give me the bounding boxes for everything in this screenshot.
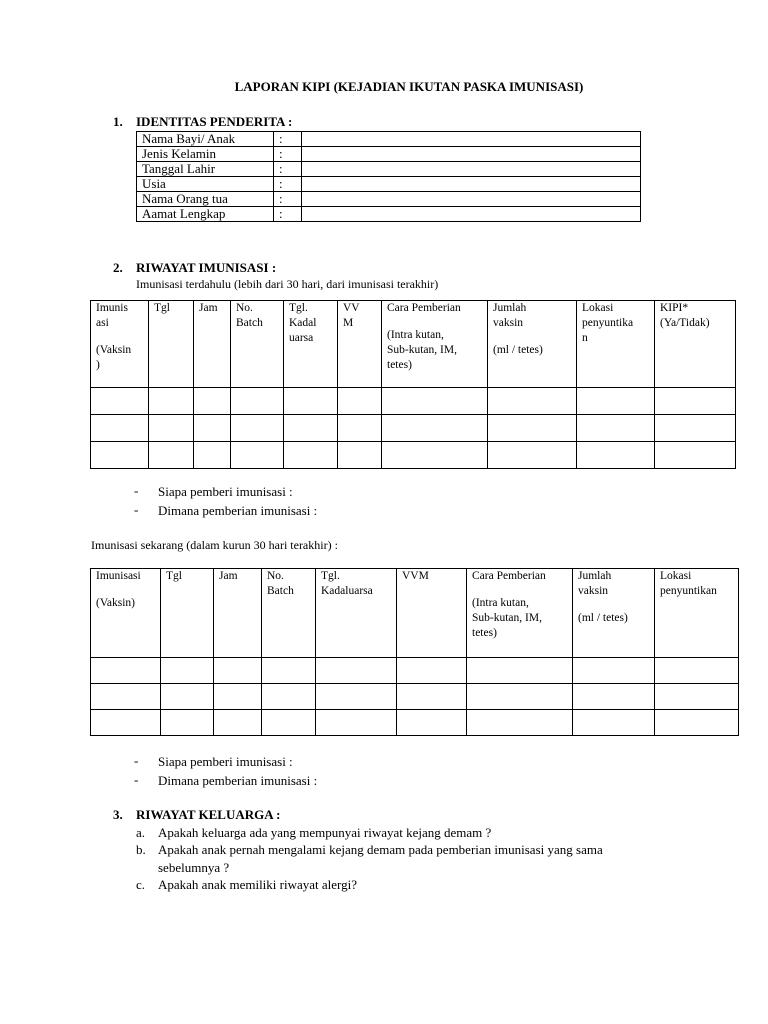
header-tgl-kadaluarsa: Tgl. Kadaluarsa	[316, 569, 397, 658]
identity-value[interactable]	[302, 177, 641, 192]
identity-value[interactable]	[302, 132, 641, 147]
list-marker: c.	[136, 877, 146, 892]
section3-heading: RIWAYAT KELUARGA :	[136, 807, 281, 822]
table-cell[interactable]	[194, 388, 231, 415]
table-cell[interactable]	[149, 415, 194, 442]
table-cell[interactable]	[382, 388, 488, 415]
identity-sep: :	[274, 132, 302, 147]
table-cell[interactable]	[231, 442, 284, 469]
current-immunization-table	[90, 568, 739, 736]
identity-sep: :	[274, 147, 302, 162]
table-cell[interactable]	[655, 442, 736, 469]
table-cell[interactable]	[316, 710, 397, 736]
table-cell[interactable]	[382, 442, 488, 469]
table-cell[interactable]	[161, 658, 214, 684]
table-cell[interactable]	[397, 658, 467, 684]
identity-label: Nama Orang tua	[137, 192, 274, 207]
bullet-dash: -	[134, 483, 139, 498]
list-marker: b.	[136, 842, 146, 857]
identity-value[interactable]	[302, 147, 641, 162]
header-lokasi: Lokasi penyuntika n	[577, 301, 655, 388]
table-cell[interactable]	[262, 710, 316, 736]
table-row	[91, 442, 736, 469]
bullet-dimana-pemberian: Dimana pemberian imunisasi :	[158, 503, 318, 518]
bullet-siapa-pemberi: Siapa pemberi imunisasi :	[158, 484, 293, 499]
section2-heading: RIWAYAT IMUNISASI :	[136, 260, 277, 275]
table-cell[interactable]	[316, 684, 397, 710]
header-vvm: VVM	[397, 569, 467, 658]
table-cell[interactable]	[91, 658, 161, 684]
table-cell[interactable]	[161, 710, 214, 736]
table-cell[interactable]	[467, 658, 573, 684]
table-cell[interactable]	[488, 442, 577, 469]
identity-label: Jenis Kelamin	[137, 147, 274, 162]
list-item: Apakah keluarga ada yang mempunyai riwayat kejang demam ?	[158, 825, 492, 840]
table-cell[interactable]	[655, 710, 739, 736]
list-marker: a.	[136, 825, 146, 840]
section2-number: 2.	[113, 260, 123, 275]
identity-sep: :	[274, 162, 302, 177]
identity-row	[137, 147, 641, 162]
table-cell[interactable]	[655, 415, 736, 442]
table-cell[interactable]	[149, 442, 194, 469]
header-imunisasi: Imunis asi (Vaksin )	[91, 301, 149, 388]
table-cell[interactable]	[577, 388, 655, 415]
table-cell[interactable]	[214, 710, 262, 736]
table-cell[interactable]	[91, 710, 161, 736]
identity-row	[137, 162, 641, 177]
table-cell[interactable]	[467, 684, 573, 710]
table-cell[interactable]	[467, 710, 573, 736]
table-cell[interactable]	[91, 415, 149, 442]
table-cell[interactable]	[284, 442, 338, 469]
table-cell[interactable]	[91, 442, 149, 469]
table-cell[interactable]	[161, 684, 214, 710]
table-cell[interactable]	[194, 415, 231, 442]
table-cell[interactable]	[397, 710, 467, 736]
header-tgl-kadaluarsa: Tgl. Kadal uarsa	[284, 301, 338, 388]
table-row	[91, 658, 739, 684]
bullet-dash: -	[134, 753, 139, 768]
section2-subtitle: Imunisasi terdahulu (lebih dari 30 hari, dari imunisasi terakhir)	[136, 277, 439, 291]
table-cell[interactable]	[91, 388, 149, 415]
list-item: Apakah anak memiliki riwayat alergi?	[158, 877, 358, 892]
identity-value[interactable]	[302, 207, 641, 222]
header-tgl: Tgl	[161, 569, 214, 658]
table-cell[interactable]	[655, 684, 739, 710]
list-item-continuation: sebelumnya ?	[158, 860, 230, 875]
table-cell[interactable]	[214, 684, 262, 710]
table-cell[interactable]	[214, 658, 262, 684]
table-cell[interactable]	[573, 684, 655, 710]
table-cell[interactable]	[338, 442, 382, 469]
header-cara-pemberian: Cara Pemberian (Intra kutan, Sub-kutan, IM, tetes)	[382, 301, 488, 388]
table-cell[interactable]	[397, 684, 467, 710]
bullet-dimana-pemberian: Dimana pemberian imunisasi :	[158, 773, 318, 788]
table-cell[interactable]	[338, 415, 382, 442]
identity-label: Aamat Lengkap	[137, 207, 274, 222]
table-cell[interactable]	[262, 658, 316, 684]
table-cell[interactable]	[655, 658, 739, 684]
table-cell[interactable]	[284, 415, 338, 442]
header-tgl: Tgl	[149, 301, 194, 388]
header-jam: Jam	[214, 569, 262, 658]
table-row	[91, 710, 739, 736]
table-cell[interactable]	[262, 684, 316, 710]
table-row	[91, 388, 736, 415]
identity-row	[137, 132, 641, 147]
header-jam: Jam	[194, 301, 231, 388]
table-header-row	[91, 569, 739, 658]
header-jumlah-vaksin: Jumlah vaksin (ml / tetes)	[573, 569, 655, 658]
table-cell[interactable]	[573, 710, 655, 736]
table-cell[interactable]	[91, 684, 161, 710]
table-row	[91, 684, 739, 710]
table-cell[interactable]	[194, 442, 231, 469]
list-item: Apakah anak pernah mengalami kejang demam pada pemberian imunisasi yang sama	[158, 842, 603, 857]
table-cell[interactable]	[382, 415, 488, 442]
section2-subtitle2: Imunisasi sekarang (dalam kurun 30 hari terakhir) :	[91, 538, 338, 552]
identity-label: Tanggal Lahir	[137, 162, 274, 177]
header-vvm: VV M	[338, 301, 382, 388]
identity-table	[136, 131, 641, 222]
header-no-batch: No. Batch	[262, 569, 316, 658]
table-cell[interactable]	[577, 415, 655, 442]
previous-immunization-table	[90, 300, 736, 469]
identity-sep: :	[274, 177, 302, 192]
table-cell[interactable]	[488, 388, 577, 415]
identity-value[interactable]	[302, 162, 641, 177]
identity-value[interactable]	[302, 192, 641, 207]
header-jumlah-vaksin: Jumlah vaksin (ml / tetes)	[488, 301, 577, 388]
bullet-siapa-pemberi: Siapa pemberi imunisasi :	[158, 754, 293, 769]
bullet-dash: -	[134, 502, 139, 517]
table-cell[interactable]	[488, 415, 577, 442]
identity-row	[137, 192, 641, 207]
table-row	[91, 415, 736, 442]
identity-row	[137, 207, 641, 222]
table-cell[interactable]	[573, 658, 655, 684]
identity-row	[137, 177, 641, 192]
bullet-dash: -	[134, 772, 139, 787]
header-imunisasi: Imunisasi (Vaksin)	[91, 569, 161, 658]
identity-label: Nama Bayi/ Anak	[137, 132, 274, 147]
section1-number: 1.	[113, 114, 123, 129]
section3-number: 3.	[113, 807, 123, 822]
table-cell[interactable]	[316, 658, 397, 684]
table-cell[interactable]	[284, 388, 338, 415]
table-cell[interactable]	[338, 388, 382, 415]
header-cara-pemberian: Cara Pemberian (Intra kutan, Sub-kutan, IM, tetes)	[467, 569, 573, 658]
identity-label: Usia	[137, 177, 274, 192]
identity-sep: :	[274, 207, 302, 222]
table-cell[interactable]	[577, 442, 655, 469]
table-cell[interactable]	[231, 388, 284, 415]
table-cell[interactable]	[231, 415, 284, 442]
section1-heading: IDENTITAS PENDERITA :	[136, 114, 293, 129]
header-no-batch: No. Batch	[231, 301, 284, 388]
table-header-row	[91, 301, 736, 388]
header-lokasi: Lokasi penyuntikan	[655, 569, 739, 658]
page-title: LAPORAN KIPI (KEJADIAN IKUTAN PASKA IMUNISASI)	[234, 79, 584, 94]
table-cell[interactable]	[149, 388, 194, 415]
header-kipi: KIPI* (Ya/Tidak)	[655, 301, 736, 388]
table-cell[interactable]	[655, 388, 736, 415]
identity-sep: :	[274, 192, 302, 207]
